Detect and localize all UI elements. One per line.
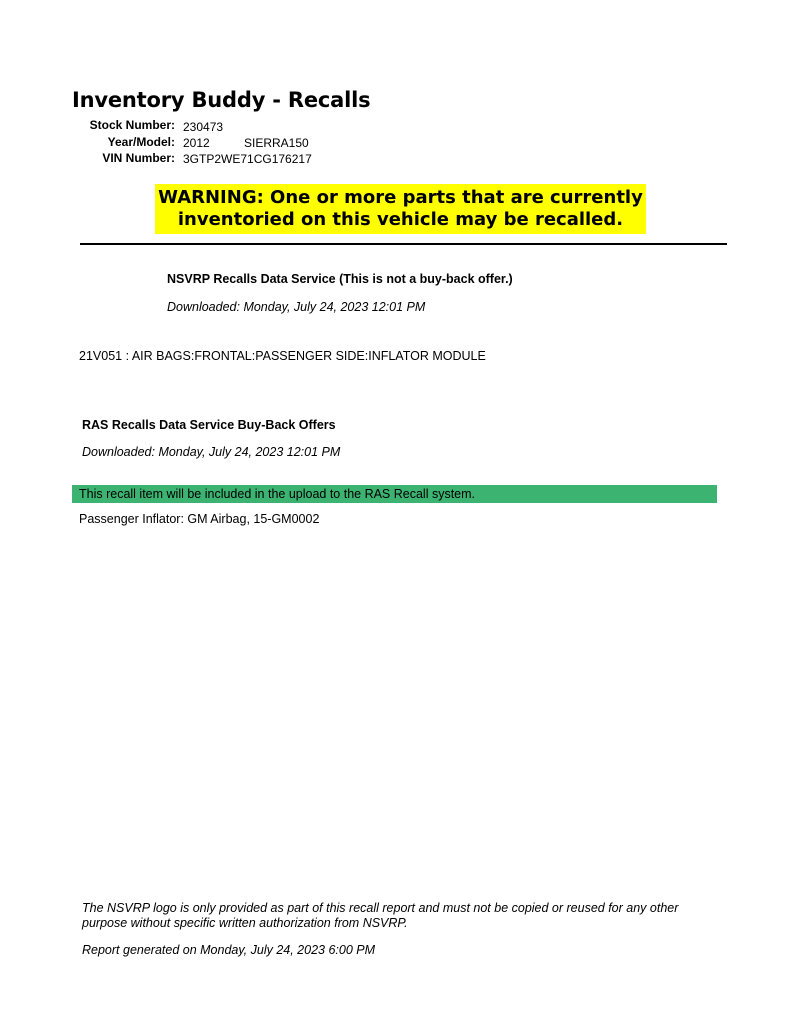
section-divider — [80, 243, 727, 245]
recall-warning-banner — [155, 184, 646, 234]
stock-number-label: Stock Number: — [89, 118, 175, 132]
vin-number-label: VIN Number: — [102, 151, 175, 165]
nsvrp-downloaded-date: Downloaded: Monday, July 24, 2023 12:01 PM — [167, 300, 426, 314]
stock-number-value: 230473 — [183, 120, 224, 134]
model-value: SIERRA150 — [244, 136, 309, 150]
year-model-label: Year/Model: — [107, 135, 175, 149]
warning-line-2: inventoried on this vehicle may be recalled. — [177, 209, 624, 230]
year-value: 2012 — [183, 136, 210, 150]
nsvrp-section-header: NSVRP Recalls Data Service (This is not a buy-back offer.) — [167, 272, 513, 286]
ras-downloaded-date: Downloaded: Monday, July 24, 2023 12:01 PM — [82, 445, 341, 459]
vin-number-value: 3GTP2WE71CG176217 — [183, 152, 312, 166]
report-title: Inventory Buddy - Recalls — [72, 88, 371, 112]
nsvrp-recall-item: 21V051 : AIR BAGS:FRONTAL:PASSENGER SIDE:INFLATOR MODULE — [79, 349, 486, 363]
ras-section-header: RAS Recalls Data Service Buy-Back Offers — [82, 418, 336, 432]
warning-line-1: WARNING: One or more parts that are currently — [158, 187, 643, 208]
logo-usage-notice: The NSVRP logo is only provided as part of this recall report and must not be copied or reused for any other purpose without specific written authorization from NSVRP. — [82, 901, 679, 930]
report-generated-date: Report generated on Monday, July 24, 2023 6:00 PM — [82, 943, 376, 957]
ras-upload-notice: This recall item will be included in the upload to the RAS Recall system. — [72, 485, 717, 503]
ras-offer-item: Passenger Inflator: GM Airbag, 15-GM0002 — [79, 512, 320, 526]
